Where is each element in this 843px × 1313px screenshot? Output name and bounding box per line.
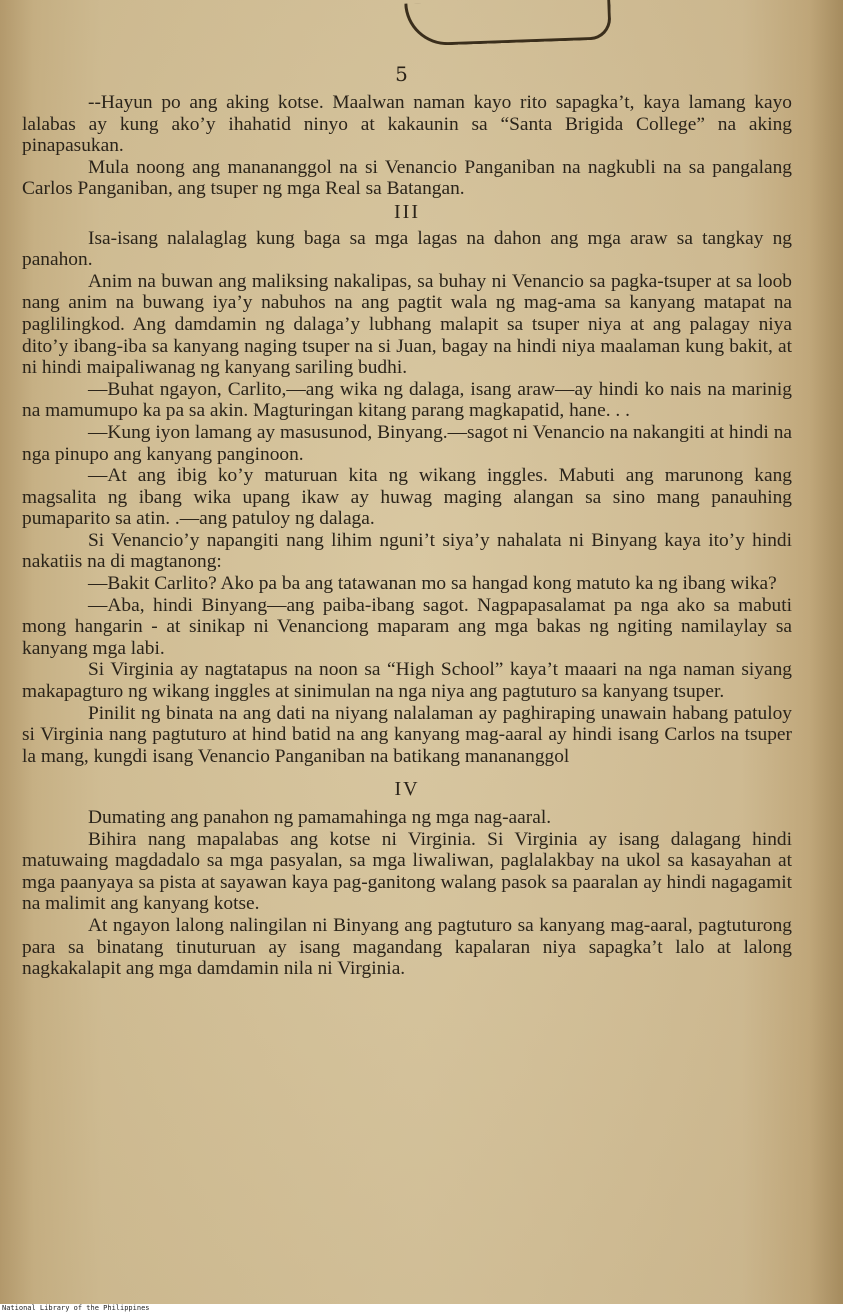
paragraph: —Kung iyon lamang ay masusunod, Binyang.—sagot ni Venancio na nakangiti at hindi na nga pinupo ang kanyang panginoon.	[22, 421, 792, 465]
paragraph: Bihira nang mapalabas ang kotse ni Virginia. Si Virginia ay isang dalagang hindi matuwaing magdadalo sa mga pasyalan, sa mga liwaliwan, paglalakbay na ukol sa kasayahan at mga paanyaya sa pista at sayawan kaya pag-ganitong walang pasok sa paaralan ay hindi nagagamit na malimit ang kanyang kotse.	[22, 828, 792, 915]
paragraph: Mula noong ang manananggol na si Venancio Panganiban na nagkubli na sa pangalang Carlos Panganiban, ang tsuper ng mga Real sa Batangan.	[22, 156, 792, 200]
paragraph: Pinilit ng binata na ang dati na niyang nalalaman ay paghiraping unawain habang patuloy si Virginia nang pagtuturo at hind batid na ang kanyang mag-aaral ay hindi isang Carlos na tsuper la mang, kungdi isang Venancio Panganiban na batikang manananggol	[22, 702, 792, 767]
paragraph: Si Venancio’y napangiti nang lihim nguni’t siya’y nahalata ni Binyang kaya ito’y hindi nakatiis na di magtanong:	[22, 529, 792, 573]
paragraph: —Bakit Carlito? Ako pa ba ang tatawanan mo sa hangad kong matuto ka ng ibang wika?	[88, 573, 777, 595]
body-text	[22, 92, 792, 980]
paragraph: At ngayon lalong nalingilan ni Binyang ang pagtuturo sa kanyang mag-aaral, pagtuturong para sa binatang tinuturuan ay isang magandang kapalaran niya sapagka’t lalo at lalong nagkakalapit ang mga damdamin nila ni Virginia.	[22, 914, 792, 980]
section-heading-iv: IV	[394, 778, 420, 801]
paragraph: —Buhat ngayon, Carlito,—ang wika ng dalaga, isang araw—ay hindi ko nais na marinig na mamumupo ka pa sa akin. Magturingan kitang parang magkapatid, hane. . .	[22, 378, 792, 422]
paragraph: Isa-isang nalalaglag kung baga sa mga lagas na dahon ang mga araw sa tangkay ng panahon.	[22, 227, 792, 271]
paragraph: Dumating ang panahon ng pamamahinga ng mga nag-aaral.	[88, 807, 552, 828]
binding-mark	[404, 0, 611, 47]
paragraph: —At ang ibig ko’y maturuan kita ng wikang inggles. Mabuti ang marunong kang magsalita ng ibang wika upang ikaw ay huwag maging alangan sa sino mang panauhing pumaparito sa atin. .—ang patuloy ng dalaga.	[22, 465, 792, 530]
paragraph: --Hayun po ang aking kotse. Maalwan naman kayo rito sapagka’t, kaya lamang kayo lalabas ay kung ako’y ihahatid ninyo at kakaunin sa “Santa Brigida College” na aking pinapasukan.	[22, 92, 792, 157]
paragraph: Anim na buwan ang maliksing nakalipas, sa buhay ni Venancio sa pagka-tsuper at sa loob nang anim na buwang iya’y nabuhos na ang pagtit wala ng mag-ama sa kanyang matapat na paglilingkod. Ang damdamin ng dalaga’y lubhang malapit sa tsuper niya at ang palagay niya dito’y ibang-iba sa kanyang naging tsuper na si Juan, bagay na hindi niya maalaman kung bakit, at ni hindi maipaliwanag ng kanyang sariling budhi.	[22, 270, 792, 379]
page-number: 5	[395, 62, 408, 86]
library-credit: National Library of the Philippines	[2, 1304, 150, 1312]
section-heading-iii: III	[394, 200, 420, 223]
paragraph: —Aba, hindi Binyang—ang paiba-ibang sagot. Nagpapasalamat pa nga ako sa mabuti mong hangarin - at sinikap ni Venanciong maparam ang mga bakas ng ngiting namilaylay sa kanyang mga labi.	[22, 594, 792, 659]
paragraph: Si Virginia ay nagtatapus na noon sa “High School” kaya’t maaari na nga naman siyang makapagturo ng wikang inggles at sinimulan na nga niya ang pagtuturo sa kanyang tsuper.	[22, 659, 792, 703]
